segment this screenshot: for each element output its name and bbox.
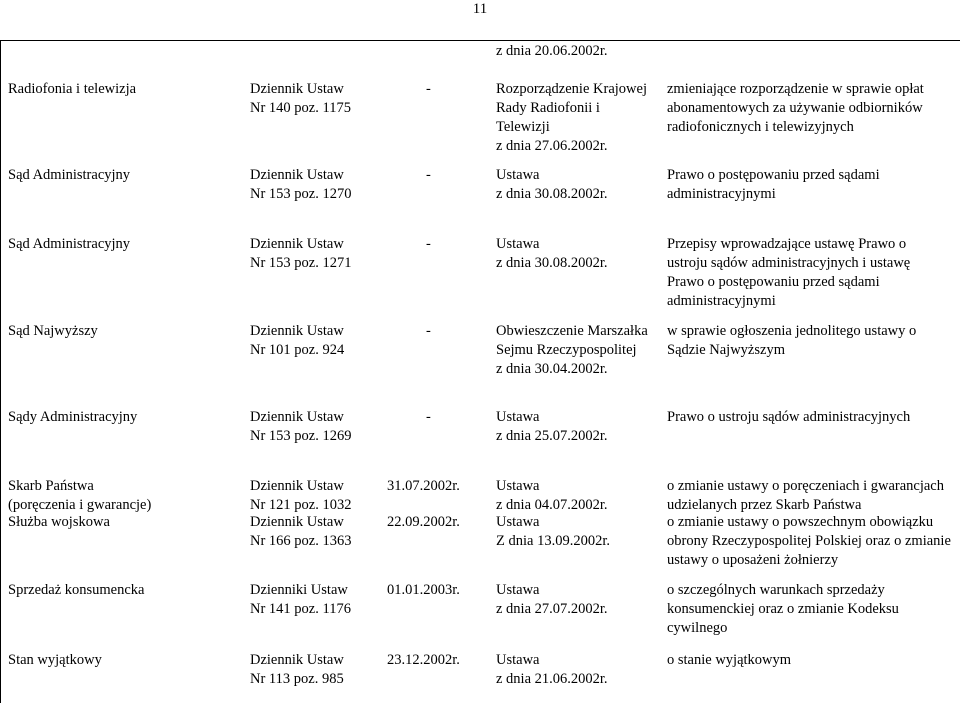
description-cell: Prawo o ustroju sądów administracyjnych bbox=[667, 409, 911, 425]
description-cell: o zmianie ustawy o poręczeniach i gwarancjach udzielanych przez Skarb Państwa bbox=[667, 478, 944, 513]
date-cell: - bbox=[426, 167, 431, 183]
act-cell: Ustawa z dnia 30.08.2002r. bbox=[496, 236, 608, 271]
subject-cell: Sądy Administracyjny bbox=[8, 409, 138, 425]
subject-cell: Sprzedaż konsumencka bbox=[8, 582, 145, 598]
subject-cell: Sąd Administracyjny bbox=[8, 167, 131, 183]
date-cell: 01.01.2003r. bbox=[387, 582, 460, 598]
act-cell: Obwieszczenie Marszałka Sejmu Rzeczypospolitej z dnia 30.04.2002r. bbox=[496, 323, 648, 377]
journal-cell: Dziennik Ustaw Nr 153 poz. 1270 bbox=[250, 167, 352, 202]
date-cell: 31.07.2002r. bbox=[387, 478, 460, 494]
journal-cell: Dziennik Ustaw Nr 166 poz. 1363 bbox=[250, 514, 352, 549]
journal-cell: Dziennik Ustaw Nr 101 poz. 924 bbox=[250, 323, 345, 358]
date-cell: 23.12.2002r. bbox=[387, 652, 460, 668]
act-cell: Rozporządzenie Krajowej Rady Radiofonii i Telewizji z dnia 27.06.2002r. bbox=[496, 81, 647, 154]
subject-cell: Skarb Państwa (poręczenia i gwarancje) bbox=[8, 478, 152, 513]
legal-acts-table bbox=[0, 40, 960, 703]
act-cell: Ustawa z dnia 27.07.2002r. bbox=[496, 582, 608, 617]
journal-cell: Dziennik Ustaw Nr 113 poz. 985 bbox=[250, 652, 344, 687]
date-cell: 22.09.2002r. bbox=[387, 514, 460, 530]
page-number: 11 bbox=[472, 1, 488, 17]
date-cell: - bbox=[426, 409, 431, 425]
description-cell: o szczególnych warunkach sprzedaży konsumenckiej oraz o zmianie Kodeksu cywilnego bbox=[667, 582, 899, 636]
subject-cell: Służba wojskowa bbox=[8, 514, 110, 530]
journal-cell: Dziennik Ustaw Nr 140 poz. 1175 bbox=[250, 81, 351, 116]
date-cell: - bbox=[426, 81, 431, 97]
date-cell: - bbox=[426, 323, 431, 339]
description-cell: Przepisy wprowadzające ustawę Prawo o ustroju sądów administracyjnych i ustawę Prawo o postępowaniu przed sądami administracyjnymi bbox=[667, 236, 911, 309]
description-cell: o zmianie ustawy o powszechnym obowiązku obrony Rzeczypospolitej Polskiej oraz o zmianie ustawy o uposażeni żołnierzy bbox=[667, 514, 951, 568]
act-cell: Ustawa z dnia 25.07.2002r. bbox=[496, 409, 608, 444]
act-cell: Ustawa Z dnia 13.09.2002r. bbox=[496, 514, 610, 549]
act-cell: z dnia 20.06.2002r. bbox=[496, 43, 608, 59]
journal-cell: Dziennik Ustaw Nr 153 poz. 1269 bbox=[250, 409, 352, 444]
journal-cell: Dziennik Ustaw Nr 153 poz. 1271 bbox=[250, 236, 352, 271]
act-cell: Ustawa z dnia 30.08.2002r. bbox=[496, 167, 608, 202]
description-cell: zmieniające rozporządzenie w sprawie opłat abonamentowych za używanie odbiorników radiofonicznych i telewizyjnych bbox=[667, 81, 924, 135]
act-cell: Ustawa z dnia 21.06.2002r. bbox=[496, 652, 608, 687]
subject-cell: Stan wyjątkowy bbox=[8, 652, 102, 668]
act-cell: Ustawa z dnia 04.07.2002r. bbox=[496, 478, 608, 513]
journal-cell: Dzienniki Ustaw Nr 141 poz. 1176 bbox=[250, 582, 351, 617]
subject-cell: Radiofonia i telewizja bbox=[8, 81, 137, 97]
description-cell: Prawo o postępowaniu przed sądami administracyjnymi bbox=[667, 167, 880, 202]
subject-cell: Sąd Najwyższy bbox=[8, 323, 98, 339]
date-cell: - bbox=[426, 236, 431, 252]
journal-cell: Dziennik Ustaw Nr 121 poz. 1032 bbox=[250, 478, 352, 513]
subject-cell: Sąd Administracyjny bbox=[8, 236, 131, 252]
description-cell: o stanie wyjątkowym bbox=[667, 652, 792, 668]
description-cell: w sprawie ogłoszenia jednolitego ustawy o Sądzie Najwyższym bbox=[667, 323, 917, 358]
